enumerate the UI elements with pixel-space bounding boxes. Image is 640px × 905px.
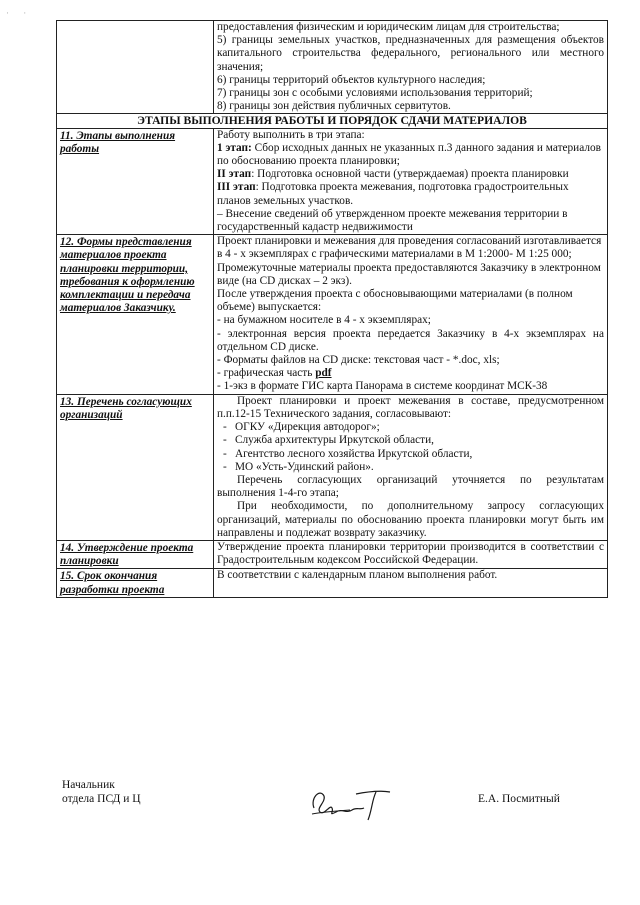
handwritten-signature xyxy=(306,778,396,824)
org-item: - Служба архитектуры Иркутской области, xyxy=(217,434,604,447)
row-11-stage-2: II этап: Подготовка основной части (утверждаемая) проекта планировки xyxy=(217,168,569,181)
row-12-p5: - электронная версия проекта передается Заказчику в 4-х экземплярах на отдельном CD диске. xyxy=(217,327,604,353)
continuation-line: 6) границы территорий объектов культурного наследия; xyxy=(217,73,486,86)
row-12-p3: После утверждения проекта с обосновывающими материалами (в полном объеме) выпускается: xyxy=(217,288,573,314)
org-list xyxy=(217,421,604,474)
row-12-p7: - графическая часть pdf xyxy=(217,367,332,380)
row-13 xyxy=(57,394,608,540)
continuation-line: предоставления физическим и юридическим лицам для строительства; xyxy=(217,21,560,33)
row-11-label: 11. Этапы выполнения работы xyxy=(60,129,176,155)
signatory-name: Е.А. Посмитный xyxy=(478,793,560,805)
row-11-extra: – Внесение сведений об утвержденном проекте межевания территории в государственный кадастр недвижимости xyxy=(217,207,568,234)
continuation-row xyxy=(57,21,608,114)
row-11-intro: Работу выполнить в три этапа: xyxy=(217,128,365,141)
section-heading-row xyxy=(57,114,608,128)
row-13-intro: Проект планировки и проект межевания в составе, предусмотренном п.п.12-15 Технического задания, согласовывают: xyxy=(217,394,604,420)
row-14-text: Утверждение проекта планировки территории производится в соответствии с Градостроительным кодексом Российской Федерации. xyxy=(217,540,604,567)
row-12-p1: Проект планировки и межевания для проведения согласований изготавливается в 4 - х экземплярах с графическими материалами в М 1:2000- М 1:25 000; xyxy=(217,235,602,261)
row-15 xyxy=(57,569,608,597)
continuation-line: 8) границы зон действия публичных сервитутов. xyxy=(217,100,451,113)
row-15-label: 15. Срок окончания разработки проекта xyxy=(60,570,165,596)
row-12-p2: Промежуточные материалы проекта предоставляются Заказчику в электронном виде (на CD дисках – 2 экз). xyxy=(217,261,601,287)
row-13-p3: При необходимости, по дополнительному запросу согласующих организаций, материалы по обоснованию проекта планировки могут быть им направлены и подлежат возврату заказчику. xyxy=(217,500,604,539)
row-14 xyxy=(57,540,608,568)
spec-table xyxy=(56,20,608,598)
row-11 xyxy=(57,128,608,235)
section-heading: ЭТАПЫ ВЫПОЛНЕНИЯ РАБОТЫ И ПОРЯДОК СДАЧИ МАТЕРИАЛОВ xyxy=(57,114,608,128)
row-11-stage-3: III этап: Подготовка проекта межевания, подготовка градостроительных планов земельных участков. xyxy=(217,181,569,207)
scan-marks: · · xyxy=(6,8,33,18)
row-12-label: 12. Формы представления материалов проекта планировки территории, требования к оформлению комплектации и передача материалов Заказчику. xyxy=(60,236,195,315)
row-12-p4: - на бумажном носителе в 4 - х экземплярах; xyxy=(217,314,431,327)
row-14-label: 14. Утверждение проекта планировки xyxy=(60,541,194,568)
signatory-position: Начальник отдела ПСД и Ц xyxy=(62,779,141,805)
continuation-right-cell xyxy=(214,21,608,114)
org-item: - Агентство лесного хозяйства Иркутской области, xyxy=(217,448,604,461)
row-13-label: 13. Перечень согласующих организаций xyxy=(60,395,192,421)
org-item: - ОГКУ «Дирекция автодорог»; xyxy=(217,421,604,434)
continuation-line: 5) границы земельных участков, предназначенных для размещения объектов капитального строительства федерального, регионального или местного значения; xyxy=(217,34,604,73)
row-13-p2: Перечень согласующих организаций уточняется по результатам выполнения 1-4-го этапа; xyxy=(217,473,604,500)
org-item: - МО «Усть-Удинский район». xyxy=(217,461,604,474)
row-11-stage-1: 1 этап: Сбор исходных данных не указанных п.3 данного задания и материалов по обоснованию проекта планировки; xyxy=(217,141,601,168)
row-15-text: В соответствии с календарным планом выполнения работ. xyxy=(217,569,498,582)
row-12-p8: - 1-экз в формате ГИС карта Панорама в системе координат МСК-38 xyxy=(217,380,548,393)
continuation-line: 7) границы зон с особыми условиями использования территорий; xyxy=(217,87,533,100)
row-12-p6: - Форматы файлов на CD диске: текстовая част - *.doc, xls; xyxy=(217,354,500,367)
continuation-left-cell xyxy=(57,21,214,114)
row-12 xyxy=(57,235,608,394)
